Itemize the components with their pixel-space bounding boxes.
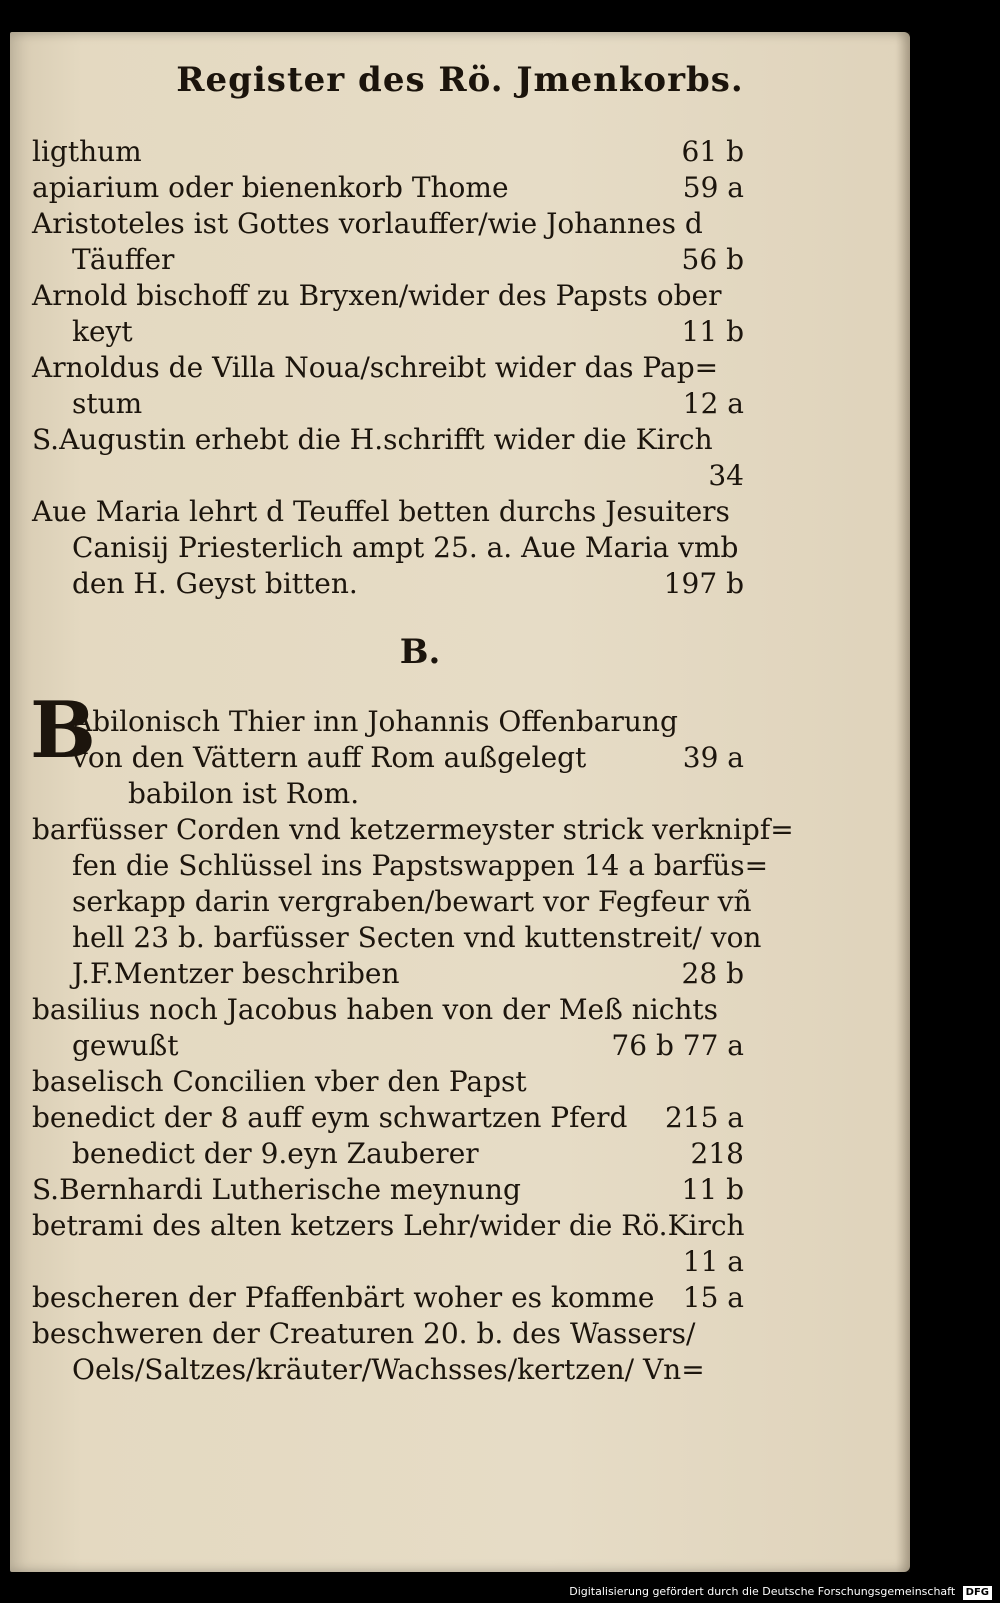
index-line: hell 23 b. barfüsser Secten vnd kuttenstreit/ von [72, 921, 762, 954]
index-line: stum 12 a [72, 387, 744, 420]
footer-credit: Digitalisierung gefördert durch die Deutsche Forschungsgemeinschaft [569, 1585, 956, 1598]
index-line: benedict der 9.eyn Zauberer 218 [72, 1137, 744, 1170]
running-head: Register des Rö. Jmenkorbs. [176, 60, 744, 100]
index-line: bescheren der Pfaffenbärt woher es komme 15 a [32, 1281, 744, 1314]
index-line: 11 a [682, 1245, 744, 1278]
decorated-initial: B [30, 685, 96, 776]
index-line: fen die Schlüssel ins Papstswappen 14 a barfüs= [72, 849, 769, 882]
index-line: keyt 11 b [72, 315, 744, 348]
index-line: serkapp darin vergraben/bewart vor Fegfeur vñ [72, 885, 752, 918]
index-line: Oels/Saltzes/kräuter/Wachsses/kertzen/ Vn= [72, 1353, 705, 1386]
index-line: Arnold bischoff zu Bryxen/wider des Papsts ober [32, 279, 722, 312]
digitization-footer [0, 1581, 1000, 1603]
index-line: J.F.Mentzer beschriben 28 b [72, 957, 744, 990]
page-edge-shadow [896, 32, 910, 1572]
index-line: Abilonisch Thier inn Johannis Offenbarung [72, 705, 678, 738]
index-line: von den Vättern auff Rom außgelegt 39 a [72, 741, 744, 774]
index-line: baselisch Concilien vber den Papst [32, 1065, 527, 1098]
index-line: gewußt 76 b 77 a [72, 1029, 744, 1062]
index-line: Aristoteles ist Gottes vorlauffer/wie Johannes d [32, 207, 703, 240]
index-line: apiarium oder bienenkorb Thome 59 a [32, 171, 744, 204]
index-line: Canisij Priesterlich ampt 25. a. Aue Maria vmb [72, 531, 739, 564]
index-line: babilon ist Rom. [128, 777, 360, 810]
dfg-logo-icon: DFG [963, 1586, 992, 1600]
index-line: den H. Geyst bitten. 197 b [72, 567, 744, 600]
index-line: ligthum 61 b [32, 135, 744, 168]
index-line: basilius noch Jacobus haben von der Meß nichts [32, 993, 719, 1026]
index-line: 34 [708, 459, 744, 492]
index-line: Täuffer 56 b [72, 243, 744, 276]
index-line: Aue Maria lehrt d Teuffel betten durchs Jesuiters [32, 495, 730, 528]
index-line: benedict der 8 auff eym schwartzen Pferd 215 a [32, 1101, 744, 1134]
section-heading: B. [399, 632, 441, 672]
index-line: S.Augustin erhebt die H.schrifft wider die Kirch [32, 423, 713, 456]
index-line: barfüsser Corden vnd ketzermeyster strick verknipf= [32, 813, 794, 846]
index-line: beschweren der Creaturen 20. b. des Wassers/ [32, 1317, 696, 1350]
book-page [10, 32, 910, 1572]
index-line: betrami des alten ketzers Lehr/wider die Rö.Kirch [32, 1209, 745, 1242]
index-line: Arnoldus de Villa Noua/schreibt wider das Pap= [32, 351, 719, 384]
index-line: S.Bernhardi Lutherische meynung 11 b [32, 1173, 744, 1206]
